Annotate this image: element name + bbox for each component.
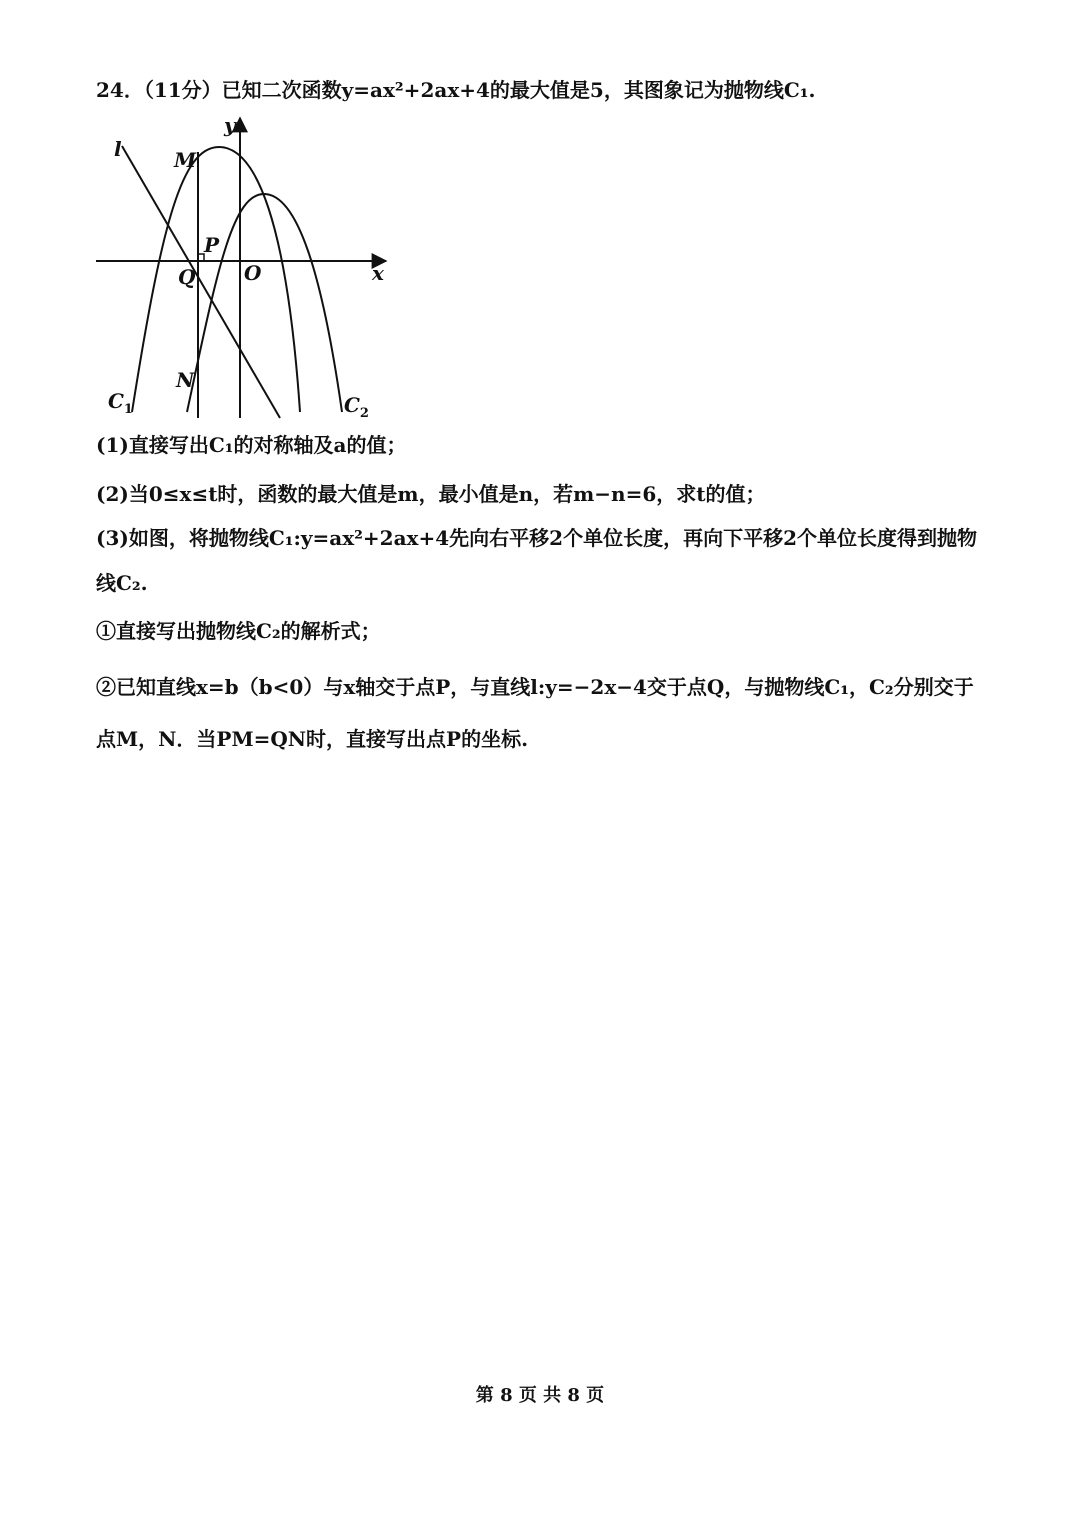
part-3-line-1: (3)如图，将抛物线C₁:y=ax²+2ax+4先向右平移2个单位长度，再向下平移2个单位长度得到抛物 — [96, 526, 977, 550]
part-2: (2)当0≤x≤t时，函数的最大值是m，最小值是n，若m−n=6，求t的值； — [96, 482, 766, 506]
label-l: l — [114, 137, 122, 161]
page-footer: 第 8 页 共 8 页 — [475, 1385, 605, 1406]
label-c2: $C_2$ — [344, 393, 369, 421]
part-3-sub-2-line-2: 点M，N．当PM=QN时，直接写出点P的坐标. — [96, 727, 529, 751]
parabola-c2 — [187, 194, 342, 412]
label-q: Q — [178, 265, 196, 289]
part-1: (1)直接写出C₁的对称轴及a的值； — [96, 433, 407, 457]
parabola-figure — [92, 112, 392, 422]
label-p: P — [204, 233, 220, 257]
label-x: x — [372, 261, 384, 285]
part-3-line-2: 线C₂. — [96, 571, 148, 595]
question-title: 24．（11分）已知二次函数y=ax²+2ax+4的最大值是5，其图象记为抛物线C₁. — [96, 78, 816, 102]
label-y: y — [224, 113, 236, 137]
label-n: N — [176, 368, 195, 392]
label-c1: $C_1$ — [108, 389, 133, 417]
figure-svg — [92, 112, 392, 422]
part-3-sub-1: ①直接写出抛物线C₂的解析式； — [96, 619, 381, 643]
label-o: O — [244, 261, 262, 285]
label-m: M — [174, 148, 197, 172]
part-3-sub-2-line-1: ②已知直线x=b（b<0）与x轴交于点P，与直线l:y=−2x−4交于点Q，与抛物线C₁，C₂分别交于 — [96, 675, 974, 699]
